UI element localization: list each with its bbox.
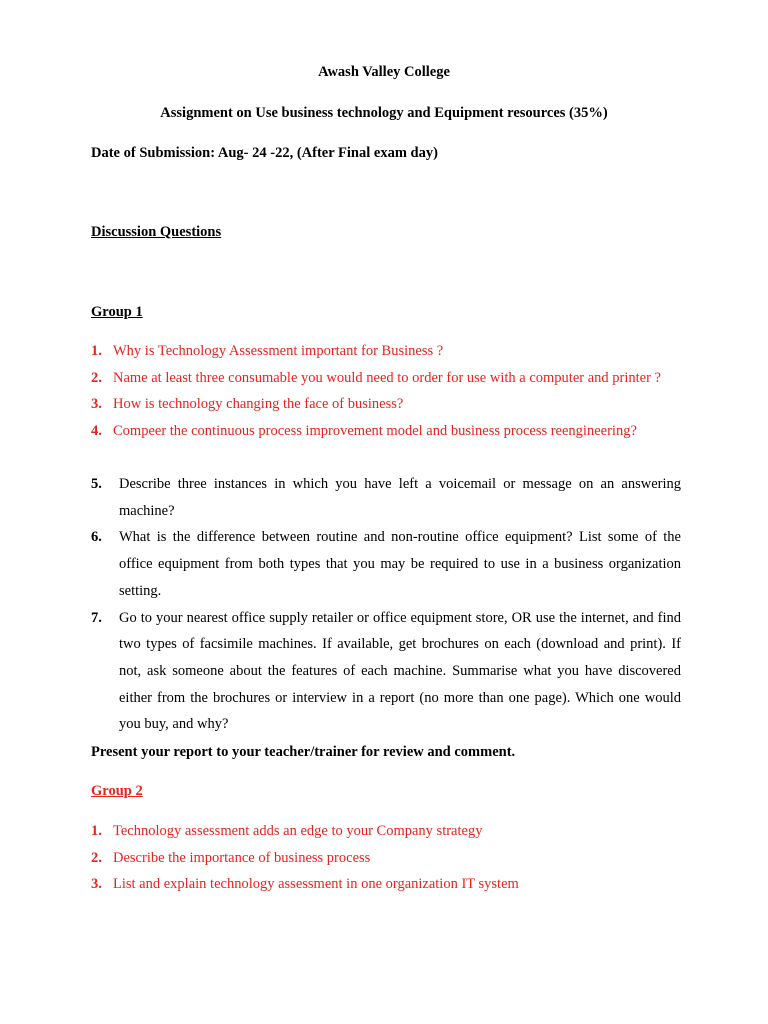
question-number: 2. [91,849,102,866]
list-item [91,471,681,524]
list-item [91,871,681,898]
group2-question-list [91,818,681,898]
question-number: 6. [91,529,102,546]
closing-note: Present your report to your teacher/trainer for review and comment. [91,744,516,760]
question-text: Why is Technology Assessment important for Business ? [113,343,444,359]
group1-heading: Group 1 [91,304,143,320]
group1-black-question-list [91,471,681,738]
list-item [91,365,681,392]
question-text: List and explain technology assessment in one organization IT system [113,876,519,893]
question-number: 1. [91,823,102,839]
list-item [91,605,681,739]
list-item [91,818,681,845]
question-number: 4. [91,423,102,440]
question-text: Go to your nearest office supply retailer or office equipment store, OR use the internet, and find two types of facsimile machines. If available, get brochures on each (download and print). If not, ask someone about the features of each machine. Summarise what you have discovered either from the brochures or interview in a report (no more than one page). Which one would you buy, and why? [119,609,681,733]
college-name: Awash Valley College [318,64,450,80]
question-text: Compeer the continuous process improvement model and business process reengineering? [113,423,637,440]
list-item [91,338,681,365]
list-item [91,391,681,418]
question-text: Technology assessment adds an edge to your Company strategy [113,823,483,839]
assignment-title: Assignment on Use business technology and Equipment resources (35%) [160,105,608,121]
list-item [91,524,681,604]
list-item [91,845,681,872]
list-item [91,418,681,445]
question-number: 7. [91,609,102,626]
submission-date: Date of Submission: Aug- 24 -22, (After Final exam day) [91,145,438,161]
discussion-heading: Discussion Questions [91,224,222,240]
question-text: Describe three instances in which you have left a voicemail or message on an answering machine? [119,476,681,519]
question-text: How is technology changing the face of business? [113,396,404,413]
question-number: 5. [91,476,102,492]
question-text: What is the difference between routine and non-routine office equipment? List some of the office equipment from both types that you may be required to use in a business organization setting. [119,529,681,599]
question-number: 3. [91,396,102,413]
question-number: 1. [91,343,102,359]
question-text: Describe the importance of business process [113,849,371,866]
question-text: Name at least three consumable you would need to order for use with a computer and printer ? [113,369,661,386]
question-number: 3. [91,876,102,893]
group1-red-question-list [91,338,681,445]
question-number: 2. [91,369,102,386]
group2-heading: Group 2 [91,783,143,799]
